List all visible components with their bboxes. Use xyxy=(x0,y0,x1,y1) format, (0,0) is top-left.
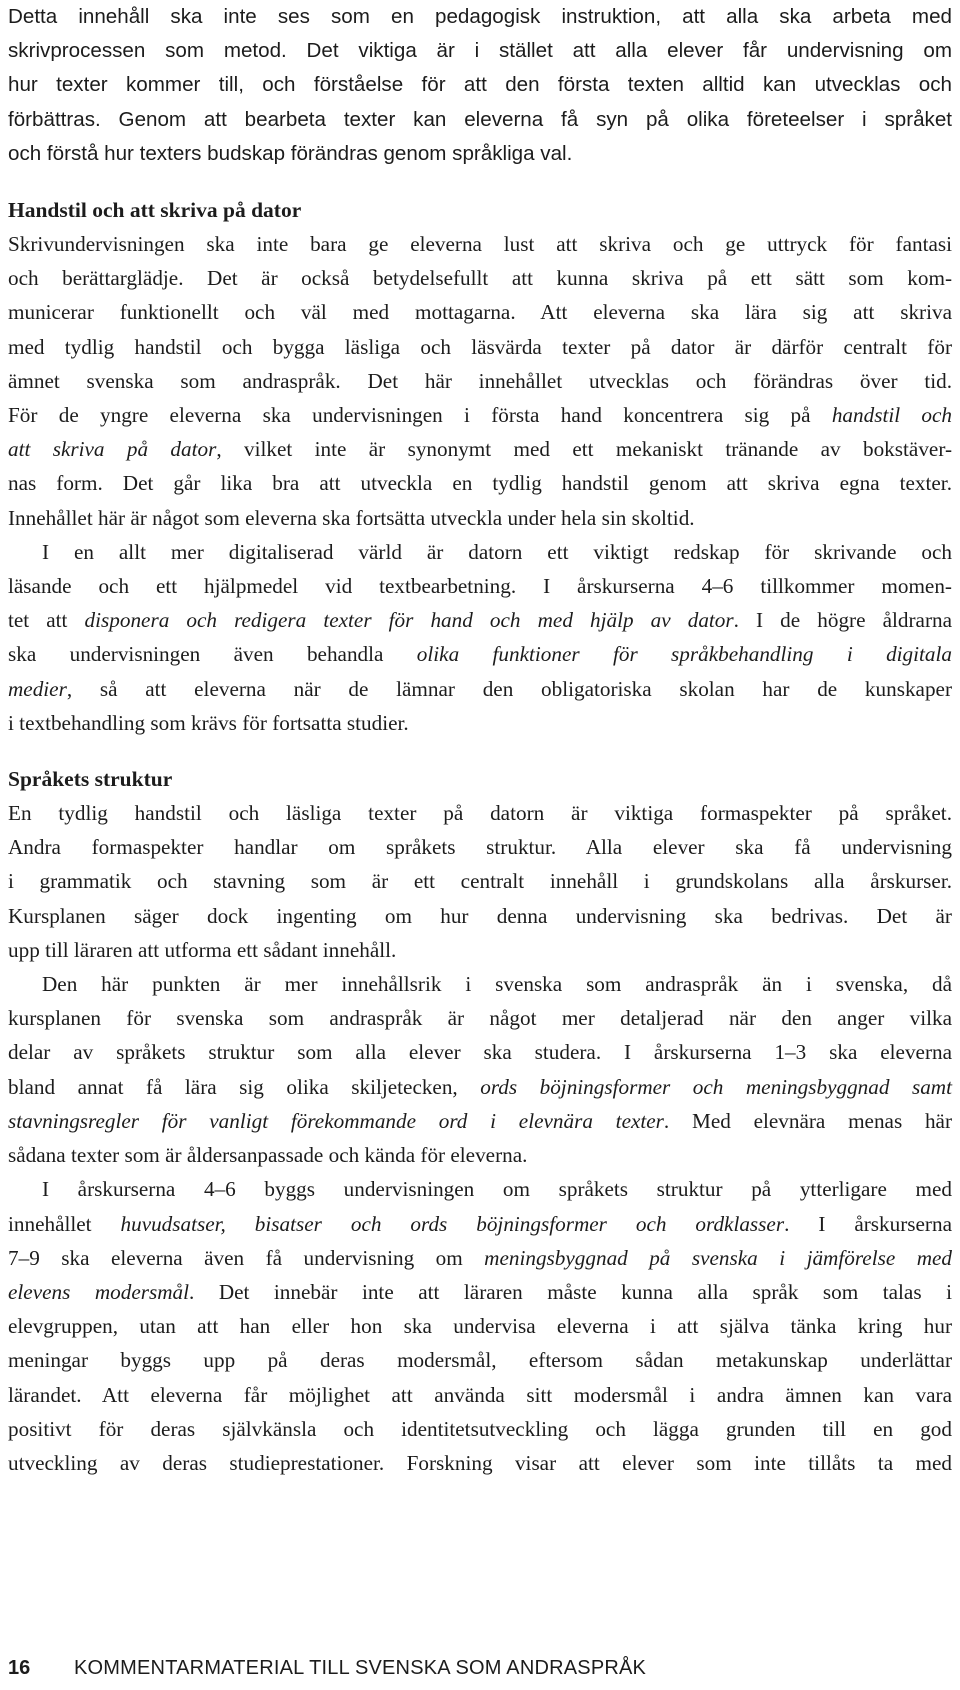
text-line: I en allt mer digitaliserad värld är datorn ett viktigt redskap för skrivande och xyxy=(42,539,952,564)
text-line xyxy=(8,672,952,706)
text-line: förbättras. Genom att bearbeta texter kan eleverna få syn på olika företeelser i språket xyxy=(8,107,952,131)
section-heading-sprakets-struktur: Språkets struktur xyxy=(8,767,173,792)
section-heading-handstil: Handstil och att skriva på dator xyxy=(8,198,302,223)
text-run: . Det innebär inte att läraren måste kunna alla språk som talas i xyxy=(189,1279,952,1304)
text-line: hur texter kommer till, och förståelse för att den första texten alltid kan utvecklas och xyxy=(8,73,952,97)
text-line: nas form. Det går lika bra att utveckla en tydlig handstil genom att skriva egna texter. xyxy=(8,471,952,496)
text-line: municerar funktionellt och väl med mottagarna. Att eleverna ska lära sig att skriva xyxy=(8,300,952,325)
text-line: meningar byggs upp på deras modersmål, eftersom sådan metakunskap underlättar xyxy=(8,1348,952,1373)
text-line: upp till läraren att utforma ett sådant innehåll. xyxy=(8,937,397,962)
text-run: 7–9 ska eleverna även få undervisning om xyxy=(8,1245,485,1270)
text-line xyxy=(8,398,952,432)
page-footer xyxy=(8,1655,952,1681)
text-line: ämnet svenska som andraspråk. Det här innehållet utvecklas och förändras över tid. xyxy=(8,368,952,393)
text-line: utveckling av deras studieprestationer. Forskning visar att elever som inte tillåts ta med xyxy=(8,1450,952,1475)
text-line xyxy=(8,1275,952,1309)
italic-run: handstil och xyxy=(831,403,952,428)
italic-run: disponera och redigera texter för hand och med hjälp av dator xyxy=(84,608,734,633)
paragraph-intro xyxy=(8,0,952,171)
text-run: tet att xyxy=(8,608,85,633)
text-line: Andra formaspekter handlar om språkets struktur. Alla elever ska få undervisning xyxy=(8,835,952,860)
text-line: läsande och ett hjälpmedel vid textbearbetning. I årskurserna 4–6 tillkommer momen- xyxy=(8,574,952,599)
text-line: Detta innehåll ska inte ses som en pedagogisk instruktion, att alla ska arbeta med xyxy=(8,5,952,28)
text-line xyxy=(8,1241,952,1275)
italic-run: huvudsatser, bisatser och ords böjningsformer och ordklasser xyxy=(120,1211,785,1236)
text-line xyxy=(8,1070,952,1104)
text-line: i grammatik och stavning som är ett centralt innehåll i grundskolans alla årskurser. xyxy=(8,869,952,894)
text-run: För de yngre eleverna ska undervisningen i första hand koncentrera sig på xyxy=(8,403,832,428)
text-line: positivt för deras självkänsla och identitetsutveckling och lägga grunden till en god xyxy=(8,1416,952,1441)
text-line: sådana texter som är åldersanpassade och kända för eleverna. xyxy=(8,1143,528,1168)
text-line: och berättarglädje. Det är också betydelsefullt att kunna skriva på ett sätt som kom- xyxy=(8,266,952,291)
text-line: med tydlig handstil och bygga läsliga och läsvärda texter på dator är därför centralt för xyxy=(8,334,952,359)
page-number: 16 xyxy=(8,1657,31,1679)
text-line: Kursplanen säger dock ingenting om hur denna undervisning ska bedrivas. Det är xyxy=(8,903,952,928)
text-line xyxy=(8,603,952,637)
text-line xyxy=(8,1104,952,1138)
text-line: delar av språkets struktur som alla elever ska studera. I årskurserna 1–3 ska eleverna xyxy=(8,1040,952,1065)
italic-run: att skriva på dator xyxy=(8,437,217,462)
paragraph-handstil-1 xyxy=(8,227,952,535)
text-run: innehållet xyxy=(8,1211,121,1236)
paragraph-handstil-2 xyxy=(8,535,952,740)
text-line: En tydlig handstil och läsliga texter på datorn är viktiga formaspekter på språket. xyxy=(8,801,952,826)
italic-run: olika funktioner för språkbehandling i digitala xyxy=(416,642,952,667)
running-title: KOMMENTARMATERIAL TILL SVENSKA SOM ANDRASPRÅK xyxy=(74,1657,647,1679)
italic-run: ords böjningsformer och meningsbyggnad samt xyxy=(480,1074,952,1099)
text-line xyxy=(8,637,952,671)
text-run: ska undervisningen även behandla xyxy=(8,642,417,667)
text-line: lärandet. Att eleverna får möjlighet att använda sitt modersmål i andra ämnen kan vara xyxy=(8,1382,952,1407)
text-line: I årskurserna 4–6 byggs undervisningen om språkets struktur på ytterligare med xyxy=(42,1177,952,1202)
paragraph-sprakets-1 xyxy=(8,796,952,967)
italic-run: meningsbyggnad på svenska i jämförelse med xyxy=(484,1245,952,1270)
text-line: Innehållet här är något som eleverna ska fortsätta utveckla under hela sin skoltid. xyxy=(8,505,695,530)
text-line: Den här punkten är mer innehållsrik i svenska som andraspråk än i svenska, då xyxy=(42,972,952,997)
text-line xyxy=(8,432,952,466)
text-run: . I de högre åldrarna xyxy=(733,608,953,633)
italic-run: stavningsregler för vanligt förekommande ord i elevnära texter xyxy=(8,1108,664,1133)
paragraph-sprakets-2 xyxy=(8,967,952,1172)
text-run: , vilket inte är synonymt med ett mekaniskt tränande av bokstäver- xyxy=(216,437,952,462)
text-line: i textbehandling som krävs för fortsatta studier. xyxy=(8,710,409,735)
italic-run: medier xyxy=(8,676,67,701)
text-run: , så att eleverna när de lämnar den obligatoriska skolan har de kunskaper xyxy=(66,676,952,701)
paragraph-sprakets-3 xyxy=(8,1172,952,1480)
text-line: kursplanen för svenska som andraspråk är något mer detaljerad när den anger vilka xyxy=(8,1006,952,1031)
text-line: Skrivundervisningen ska inte bara ge eleverna lust att skriva och ge uttryck för fantasi xyxy=(8,232,952,257)
document-page xyxy=(8,0,952,1480)
text-line xyxy=(8,1207,952,1241)
text-run: bland annat få lära sig olika skiljetecken, xyxy=(8,1074,481,1099)
text-line: skrivprocessen som metod. Det viktiga är i stället att alla elever får undervisning om xyxy=(8,39,952,63)
text-run: . I årskurserna xyxy=(784,1211,952,1236)
text-line: och förstå hur texters budskap förändras genom språkliga val. xyxy=(8,141,573,165)
text-run: . Med elevnära menas här xyxy=(663,1108,953,1133)
italic-run: elevens modersmål xyxy=(8,1279,190,1304)
text-line: elevgruppen, utan att han eller hon ska undervisa eleverna i att själva tänka kring hur xyxy=(8,1314,952,1339)
